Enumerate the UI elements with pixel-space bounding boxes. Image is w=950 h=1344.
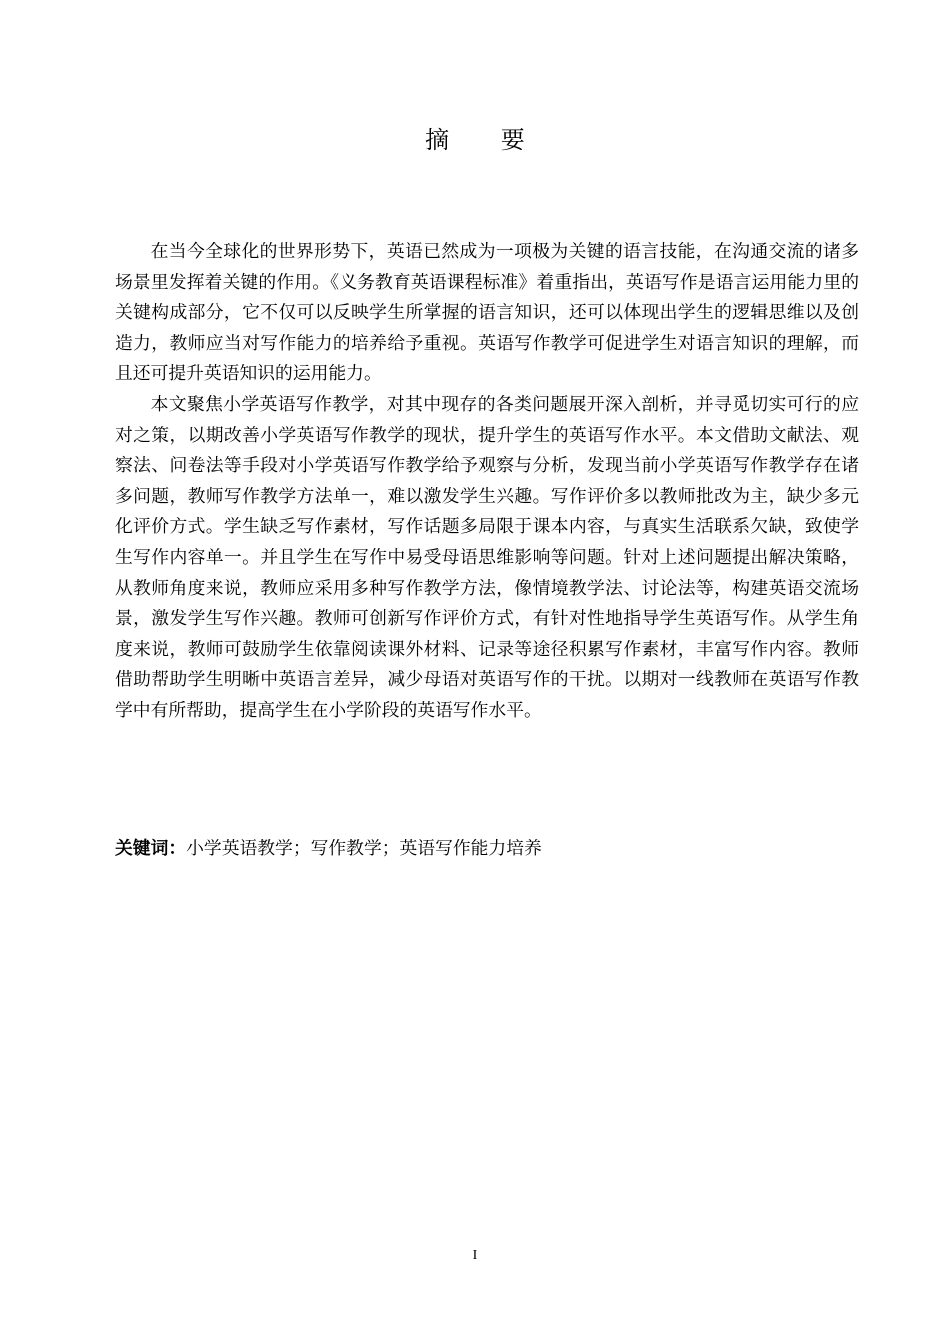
keywords-text: 小学英语教学；写作教学；英语写作能力培养 <box>186 838 542 859</box>
keywords-label: 关键词： <box>115 838 187 859</box>
abstract-paragraph-1: 在当今全球化的世界形势下，英语已然成为一项极为关键的语言技能，在沟通交流的诸多场景里发挥着关键的作用。《义务教育英语课程标准》着重指出，英语写作是语言运用能力里的关键构成部分，它不仅可以反映学生所掌握的语言知识，还可以体现出学生的逻辑思维以及创造力，教师应当对写作能力的培养给予重视。英语写作教学可促进学生对语言知识的理解，而且还可提升英语知识的运用能力。 <box>115 241 859 385</box>
abstract-body <box>115 237 859 727</box>
abstract-heading: 摘 要 <box>425 126 547 154</box>
keywords-line <box>115 834 859 864</box>
page-number: I <box>472 1248 478 1263</box>
abstract-paragraph-2: 本文聚焦小学英语写作教学，对其中现存的各类问题展开深入剖析，并寻觅切实可行的应对之策，以期改善小学英语写作教学的现状，提升学生的英语写作水平。本文借助文献法、观察法、问卷法等手段对小学英语写作教学给予观察与分析，发现当前小学英语写作教学存在诸多问题，教师写作教学方法单一，难以激发学生兴趣。写作评价多以教师批改为主，缺少多元化评价方式。学生缺乏写作素材，写作话题多局限于课本内容，与真实生活联系欠缺，致使学生写作内容单一。并且学生在写作中易受母语思维影响等问题。针对上述问题提出解决策略，从教师角度来说，教师应采用多种写作教学方法，像情境教学法、讨论法等，构建英语交流场景，激发学生写作兴趣。教师可创新写作评价方式，有针对性地指导学生英语写作。从学生角度来说，教师可鼓励学生依靠阅读课外材料、记录等途径积累写作素材，丰富写作内容。教师借助帮助学生明晰中英语言差异，减少母语对英语写作的干扰。以期对一线教师在英语写作教学中有所帮助，提高学生在小学阶段的英语写作水平。 <box>115 393 859 721</box>
